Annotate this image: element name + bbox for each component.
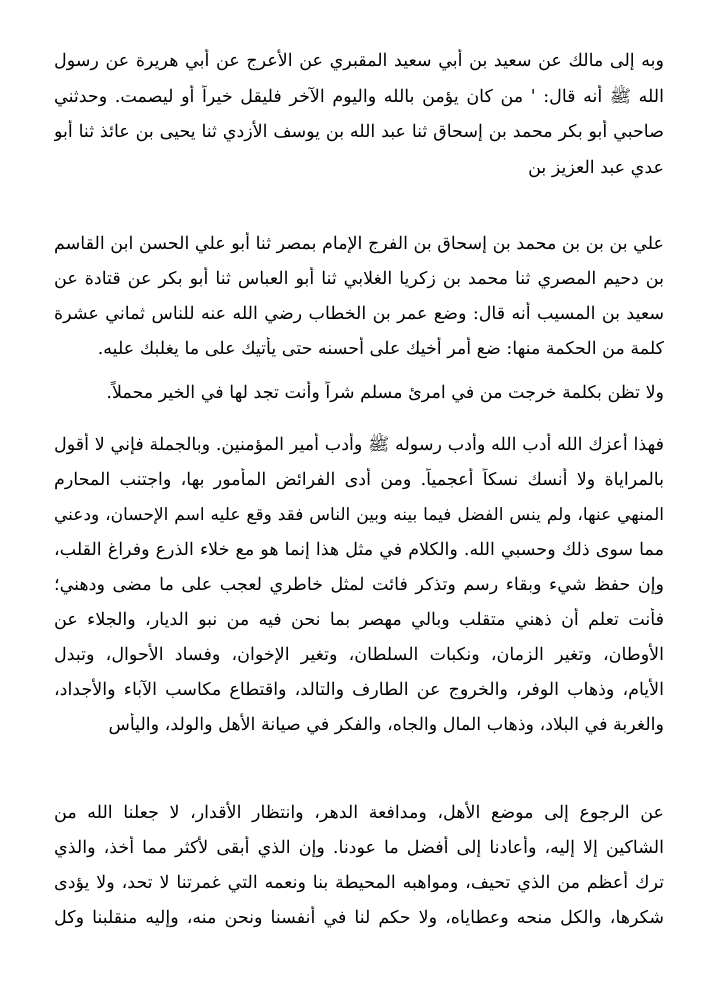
text-line-7: سعيد بن المسيب أنه قال: وضع عمر بن الخطاب رضي الله عنه للناس ثماني عشرة: [54, 304, 664, 324]
text-line-17: الأيام، وذهاب الوفر، والخروج عن الطارف والتالد، واقتطاع مكاسب الآباء والأجداد،: [54, 680, 664, 700]
text-line-11: بالمراياة ولا أنسك نسكاً أعجمياً. ومن أدى الفرائض المأمور بها، واجتنب المحارم: [54, 470, 664, 490]
text-line-14: وإن حفظ شيء وبقاء رسم وتذكر فائت لمثل خاطري لعجب على ما مضى ودهني؛: [54, 575, 664, 595]
text-line-9: ولا تظن بكلمة خرجت من في امرئ مسلم شراً وأنت تجد لها في الخير محملاً.: [106, 383, 664, 403]
text-line-21: ترك أعظم من الذي تحيف، ومواهبه المحيطة بنا ونعمه التي غمرتنا لا تحد، ولا يؤدى: [54, 873, 664, 893]
text-line-3: صاحبي أبو بكر محمد بن إسحاق ثنا عبد الله بن يوسف الأزدي ثنا يحيى بن عائذ ثنا أبو: [54, 122, 664, 142]
text-line-2: الله ﷺ أنه قال: ' من كان يؤمن بالله واليوم الآخر فليقل خيراً أو ليصمت. وحدثني: [54, 87, 664, 107]
text-line-6: بن دحيم المصري ثنا محمد بن زكريا الغلابي ثنا أبو العباس ثنا أبو بكر عن قتادة عن: [54, 269, 664, 289]
text-line-5: علي بن بن بن محمد بن إسحاق بن الفرج الإمام بمصر ثنا أبو علي الحسن ابن القاسم: [54, 234, 664, 254]
text-line-10: فهذا أعزك الله أدب الله وأدب رسوله ﷺ وأدب أمير المؤمنين. وبالجملة فإني لا أقول: [54, 435, 664, 455]
text-line-18: والغربة في البلاد، وذهاب المال والجاه، والفكر في صيانة الأهل والولد، واليأس: [108, 715, 664, 735]
text-line-15: فأنت تعلم أن ذهني متقلب وبالي مهصر بما نحن فيه من نبو الديار، والجلاء عن: [54, 610, 664, 630]
text-line-12: المنهي عنها، ولم ينس الفضل فيما بينه وبين الناس فقد وقع عليه اسم الإحسان، ودعني: [54, 505, 664, 525]
text-line-8: كلمة من الحكمة منها: ضع أمر أخيك على أحسنه حتى يأتيك على ما يغلبك عليه.: [97, 339, 664, 359]
text-line-20: الشاكين إلا إليه، وأعادنا إلى أفضل ما عودنا. وإن الذي أبقى لأكثر مما أخذ، والذي: [54, 838, 664, 858]
text-line-1: وبه إلى مالك عن سعيد بن أبي سعيد المقبري عن الأعرج عن أبي هريرة عن رسول: [54, 51, 664, 71]
text-line-22: شكرها، والكل منحه وعطاياه، ولا حكم لنا في أنفسنا ونحن منه، وإليه منقلبنا وكل: [54, 908, 664, 928]
text-line-16: الأوطان، وتغير الزمان، ونكبات السلطان، وتغير الإخوان، وفساد الأحوال، وتبدل: [54, 645, 664, 665]
text-line-4: عدي عبد العزيز بن: [528, 158, 664, 178]
text-line-19: عن الرجوع إلى موضع الأهل، ومدافعة الدهر، وانتظار الأقدار، لا جعلنا الله من: [54, 803, 664, 823]
text-line-13: مما سوى ذلك وحسبي الله. والكلام في مثل هذا إنما هو مع خلاء الذرع وفراغ القلب،: [54, 540, 664, 560]
